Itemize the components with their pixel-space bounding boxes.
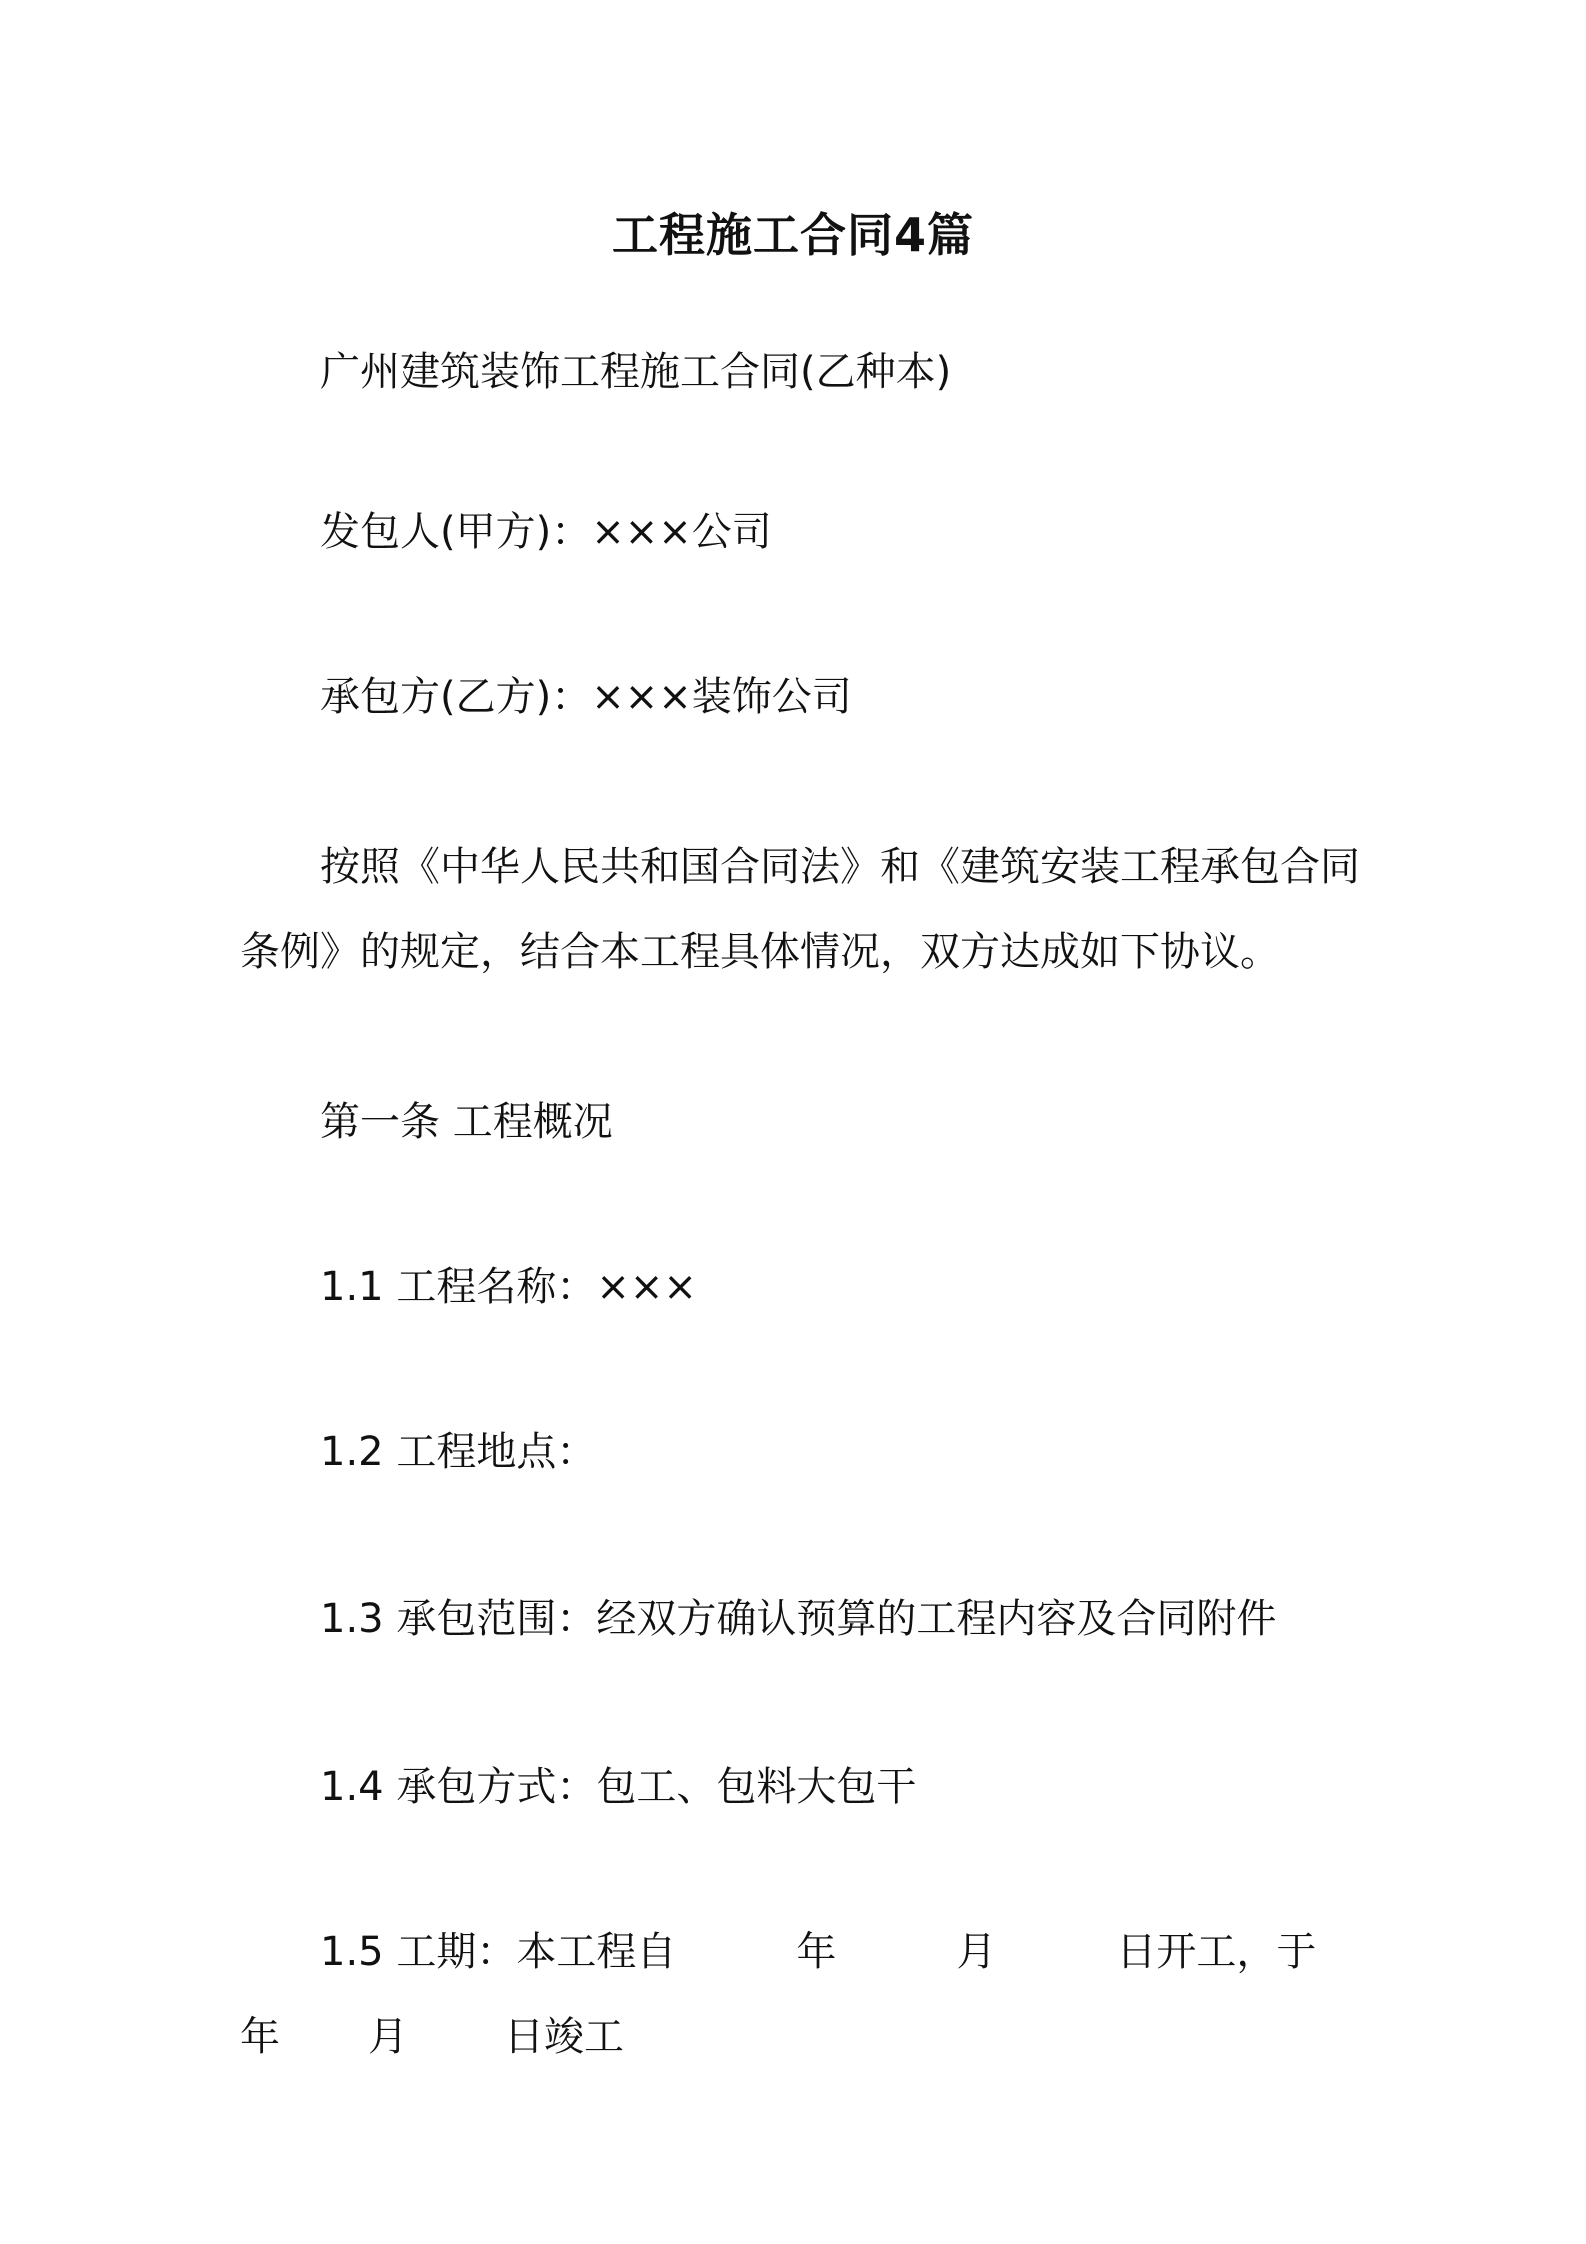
item-1-5-continuation	[240, 1995, 624, 2079]
item-1-4: 1.4 承包方式：包工、包料大包干	[320, 1764, 917, 1810]
item-1-5-year-2: 年	[240, 2014, 280, 2060]
preamble-line-1: 按照《中华人民共和国合同法》和《建筑安装工程承包合同	[320, 844, 1360, 890]
item-1-5-year-1: 年	[796, 1929, 837, 1975]
item-1-3: 1.3 承包范围：经双方确认预算的工程内容及合同附件	[320, 1596, 1277, 1642]
item-1-5-month-2: 月	[368, 2014, 408, 2060]
item-1-5-day-2: 日竣工	[504, 2014, 624, 2060]
document-title: 工程施工合同4篇	[611, 208, 974, 262]
item-1-5-prefix: 1.5 工期：本工程自	[320, 1929, 677, 1975]
item-1-1: 1.1 工程名称：×××	[320, 1264, 697, 1310]
item-1-2: 1.2 工程地点：	[320, 1429, 597, 1475]
preamble-line-2-container	[240, 910, 1280, 994]
contract-subtitle: 广州建筑装饰工程施工合同(乙种本)	[320, 349, 952, 395]
preamble-line-2: 条例》的规定，结合本工程具体情况，双方达成如下协议。	[240, 929, 1280, 975]
party-b-line: 承包方(乙方)：×××装饰公司	[320, 674, 852, 720]
item-1-5-month-1: 月	[956, 1929, 997, 1975]
preamble-paragraph	[240, 825, 1360, 909]
item-1-5	[240, 1910, 1360, 1994]
party-a-line: 发包人(甲方)：×××公司	[320, 509, 772, 555]
article-1-heading: 第一条 工程概况	[320, 1099, 613, 1145]
item-1-5-day-1: 日开工，于	[1116, 1929, 1317, 1975]
